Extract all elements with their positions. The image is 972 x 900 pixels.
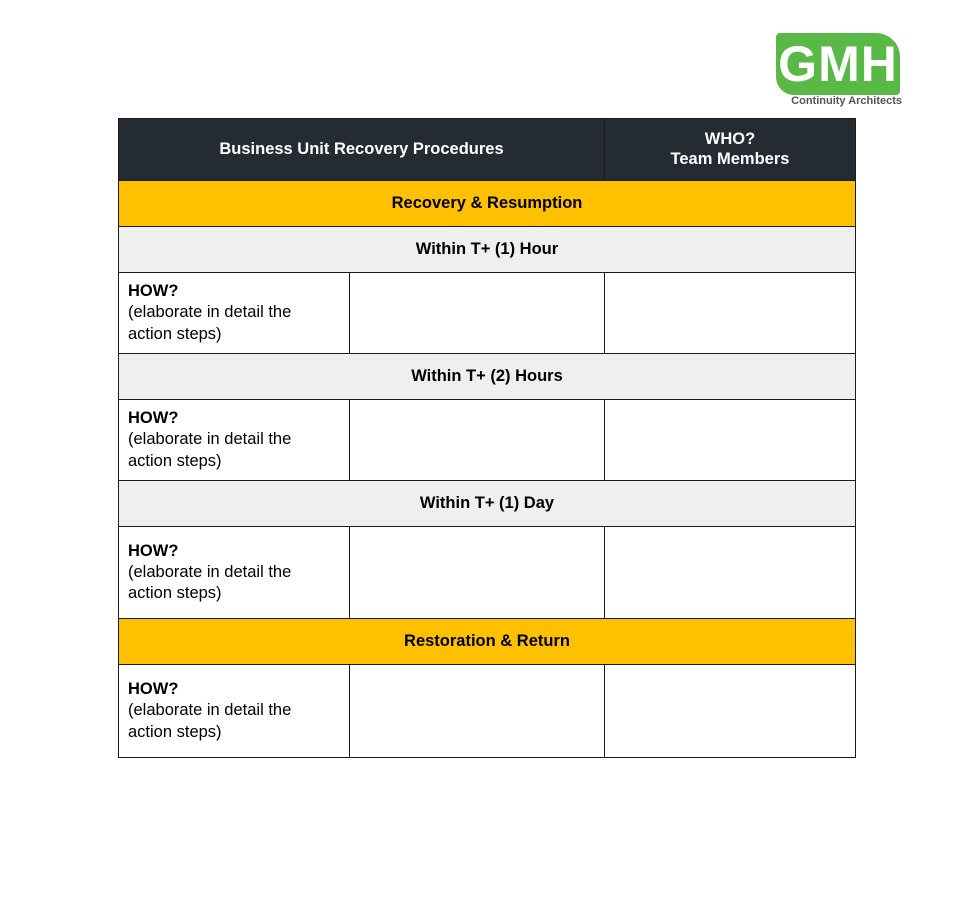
timeframe-row-2-hours <box>119 354 856 400</box>
timeframe-row-1-hour <box>119 227 856 273</box>
timeframe-row-1-day <box>119 481 856 527</box>
timeframe-title: Within T+ (1) Hour <box>119 227 856 273</box>
team-members-cell[interactable] <box>605 527 856 619</box>
how-desc-line1: (elaborate in detail the <box>128 701 292 720</box>
how-title: HOW? <box>128 680 179 699</box>
how-row <box>119 400 856 481</box>
phase-title: Restoration & Return <box>119 619 856 665</box>
phase-row-restoration <box>119 619 856 665</box>
recovery-procedures-table <box>118 118 856 758</box>
table-header-row <box>119 119 856 181</box>
how-title: HOW? <box>128 409 179 428</box>
logo-tagline: Continuity Architects <box>791 95 902 107</box>
how-desc-line1: (elaborate in detail the <box>128 303 292 322</box>
how-label <box>119 527 350 619</box>
how-label <box>119 273 350 354</box>
how-desc-line1: (elaborate in detail the <box>128 562 292 581</box>
how-desc-line2: action steps) <box>128 451 222 470</box>
action-steps-cell[interactable] <box>350 273 605 354</box>
phase-title: Recovery & Resumption <box>119 181 856 227</box>
header-procedures: Business Unit Recovery Procedures <box>119 119 605 181</box>
logo-text: GMH <box>778 36 898 92</box>
logo-badge <box>776 33 900 95</box>
how-label <box>119 400 350 481</box>
how-desc-line2: action steps) <box>128 324 222 343</box>
how-desc-line1: (elaborate in detail the <box>128 430 292 449</box>
how-desc-line2: action steps) <box>128 722 222 741</box>
timeframe-title: Within T+ (1) Day <box>119 481 856 527</box>
how-row <box>119 527 856 619</box>
gmh-logo <box>776 33 902 109</box>
how-title: HOW? <box>128 541 179 560</box>
action-steps-cell[interactable] <box>350 400 605 481</box>
action-steps-cell[interactable] <box>350 665 605 758</box>
how-row <box>119 273 856 354</box>
header-who-subtitle: Team Members <box>670 149 790 168</box>
how-row <box>119 665 856 758</box>
header-who <box>605 119 856 181</box>
action-steps-cell[interactable] <box>350 527 605 619</box>
how-label <box>119 665 350 758</box>
how-title: HOW? <box>128 282 179 301</box>
team-members-cell[interactable] <box>605 273 856 354</box>
team-members-cell[interactable] <box>605 665 856 758</box>
how-desc-line2: action steps) <box>128 584 222 603</box>
timeframe-title: Within T+ (2) Hours <box>119 354 856 400</box>
header-who-title: WHO? <box>704 129 756 148</box>
phase-row-recovery <box>119 181 856 227</box>
team-members-cell[interactable] <box>605 400 856 481</box>
